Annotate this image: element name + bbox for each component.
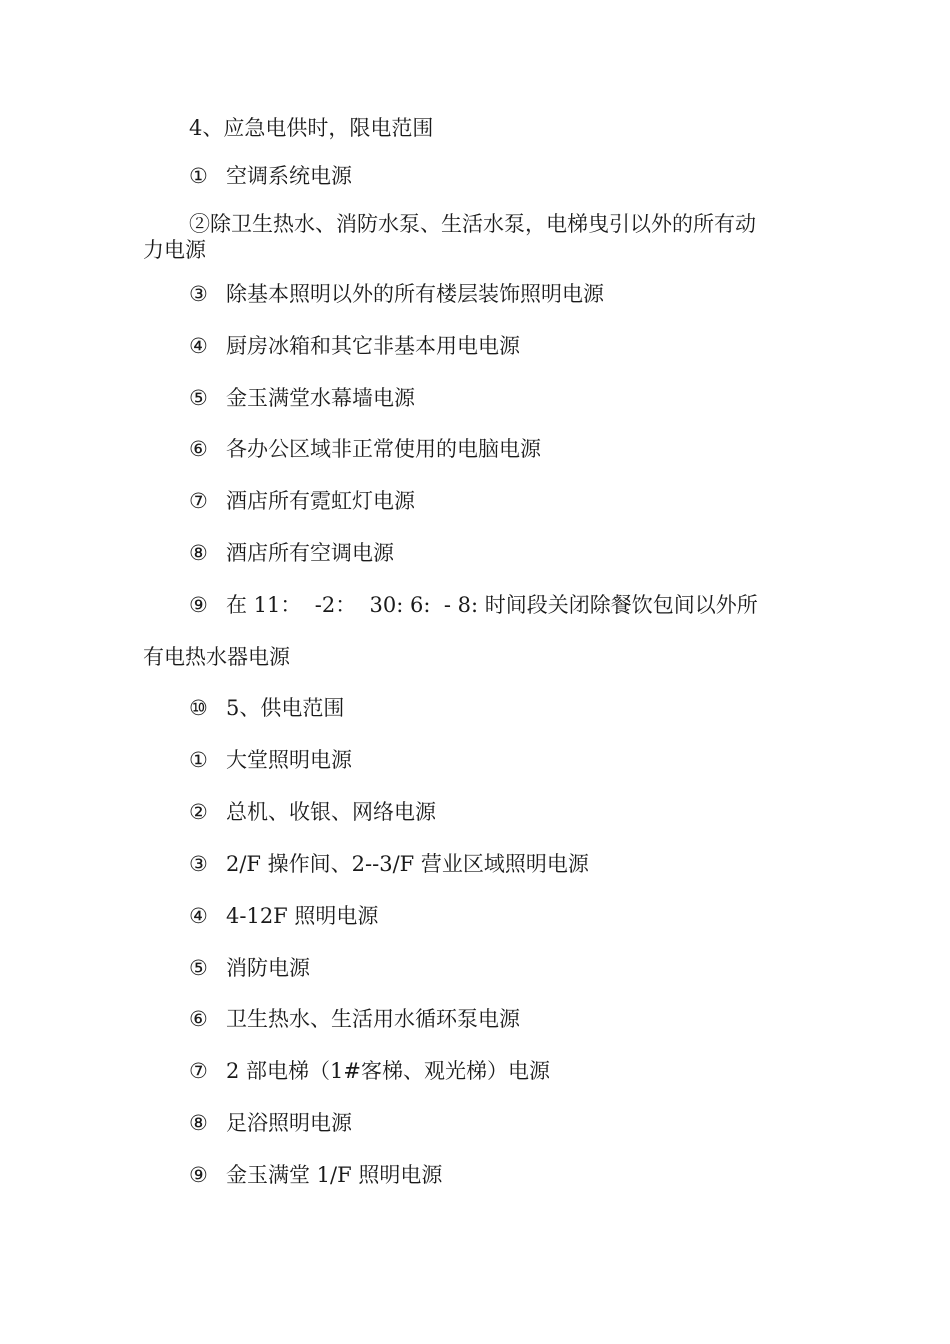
item-marker: ⑧ [189, 541, 208, 565]
item-text: 大堂照明电源 [226, 748, 352, 772]
item-text: 4-12F 照明电源 [226, 904, 379, 928]
item-text: 消防电源 [226, 956, 310, 980]
item-marker: ⑥ [189, 1007, 208, 1031]
item-continuation: 有电热水器电源 [143, 645, 290, 669]
item-text: 金玉满堂 1/F 照明电源 [226, 1163, 443, 1187]
list-item [189, 333, 950, 359]
list-item [189, 1110, 950, 1136]
item-marker: ④ [189, 334, 208, 358]
item-continuation: 力电源 [143, 238, 206, 262]
list-item [189, 281, 950, 307]
section-heading: 4、应急电供时，限电范围 [189, 116, 434, 140]
list-item [189, 592, 950, 618]
item-marker: ③ [189, 852, 208, 876]
list-item [189, 540, 950, 566]
list-item [189, 851, 950, 877]
item-marker: ④ [189, 904, 208, 928]
list-item [189, 1162, 950, 1188]
item-text: 足浴照明电源 [226, 1111, 352, 1135]
item-marker: ⑥ [189, 437, 208, 461]
item-marker: ⑨ [189, 1163, 208, 1187]
item-text: 各办公区域非正常使用的电脑电源 [226, 437, 541, 461]
list-item [189, 1006, 950, 1032]
item-marker: ② [189, 212, 210, 236]
item-text: 酒店所有霓虹灯电源 [226, 489, 415, 513]
list-item [189, 211, 950, 237]
item-text: 金玉满堂水幕墙电源 [226, 386, 415, 410]
item-marker: ⑤ [189, 386, 208, 410]
list-item [189, 163, 950, 189]
list-item [189, 695, 950, 721]
item-marker: ⑤ [189, 956, 208, 980]
item-marker: ② [189, 800, 208, 824]
item-text: 2 部电梯（1#客梯、观光梯）电源 [226, 1059, 550, 1083]
item-text: 除卫生热水、消防水泵、生活水泵，电梯曳引以外的所有动 [210, 212, 756, 236]
item-text: 厨房冰箱和其它非基本用电电源 [226, 334, 520, 358]
item-text: 2/F 操作间、2--3/F 营业区域照明电源 [226, 852, 589, 876]
item-text: 酒店所有空调电源 [226, 541, 394, 565]
list-item [189, 799, 950, 825]
item-marker: ⑧ [189, 1111, 208, 1135]
item-text: 在 11： -2： 30: 6: - 8: 时间段关闭除餐饮包间以外所 [226, 593, 758, 617]
list-item [189, 385, 950, 411]
list-item [189, 903, 950, 929]
item-marker: ⑦ [189, 1059, 208, 1083]
item-text: 空调系统电源 [226, 164, 352, 188]
list-item [189, 436, 950, 462]
list-item [189, 955, 950, 981]
item-text: 总机、收银、网络电源 [226, 800, 436, 824]
item-marker: ③ [189, 282, 208, 306]
list-item [189, 1058, 950, 1084]
item-marker: ① [189, 748, 208, 772]
list-item [189, 747, 950, 773]
item-marker: ① [189, 164, 208, 188]
item-text: 卫生热水、生活用水循环泵电源 [226, 1007, 520, 1031]
item-text: 除基本照明以外的所有楼层装饰照明电源 [226, 282, 604, 306]
item-marker: ⑦ [189, 489, 208, 513]
list-item [189, 488, 950, 514]
item-text: 5、供电范围 [226, 696, 345, 720]
item-marker: ⑩ [189, 696, 208, 720]
item-marker: ⑨ [189, 593, 208, 617]
